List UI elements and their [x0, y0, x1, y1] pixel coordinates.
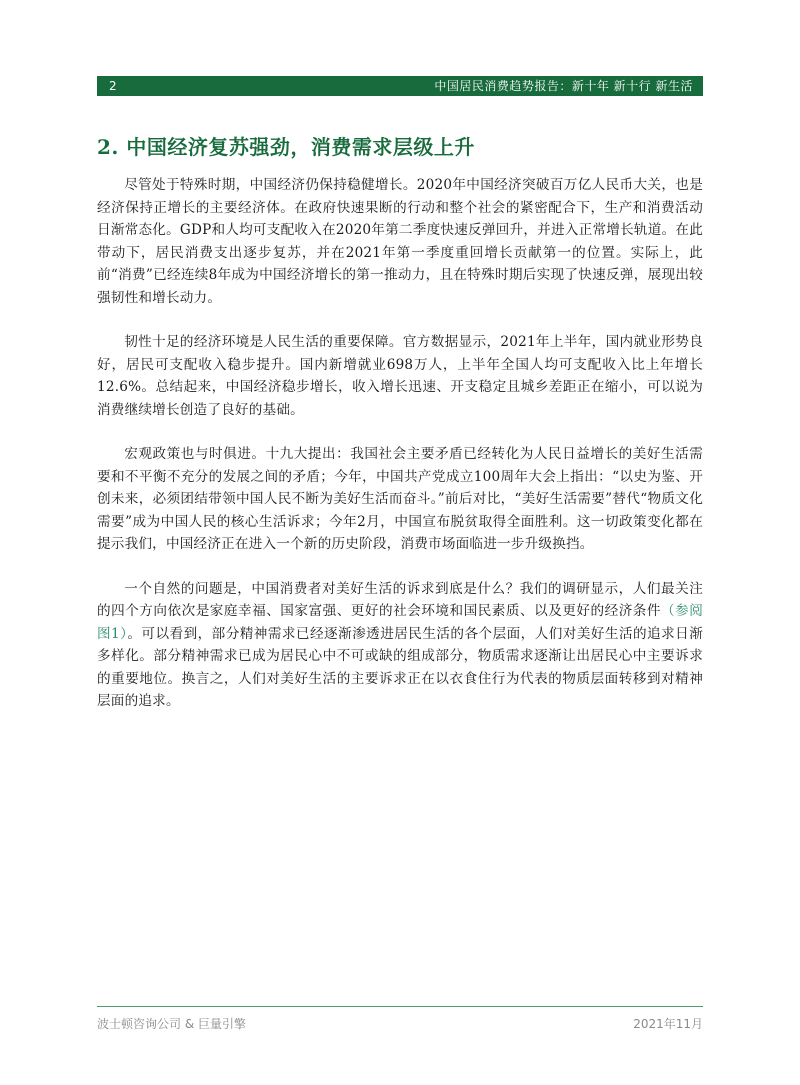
paragraph-2: 韧性十足的经济环境是人民生活的重要保障。官方数据显示，2021年上半年，国内就业形势良好，居民可支配收入稳步提升。国内新增就业698万人，上半年全国人均可支配收入比上年增长12.6%。总结起来，中国经济稳步增长，收入增长迅速、开支稳定且城乡差距正在缩小，可以说为消费继续增长创造了良好的基础。 [97, 334, 703, 418]
paragraph-4 [97, 578, 703, 713]
paragraph-3: 宏观政策也与时俱进。十九大提出：我国社会主要矛盾已经转化为人民日益增长的美好生活需要和不平衡不充分的发展之间的矛盾；今年，中国共产党成立100周年大会上指出：“以史为鉴、开创未来，必须团结带领中国人民不断为美好生活而奋斗。”前后对比，“美好生活需要”替代“物质文化需要”成为中国人民的核心生活诉求；今年2月，中国宣布脱贫取得全面胜利。这一切政策变化都在提示我们，中国经济正在进入一个新的历史阶段，消费市场面临进一步升级换挡。 [97, 446, 703, 552]
footer-divider [97, 1006, 703, 1007]
footer-date: 2021年11月 [633, 1017, 703, 1031]
paragraph-1: 尽管处于特殊时期，中国经济仍保持稳健增长。2020年中国经济突破百万亿人民币大关，也是经济保持正增长的主要经济体。在政府快速果断的行动和整个社会的紧密配合下，生产和消费活动日渐常态化。GDP和人均可支配收入在2020年第二季度快速反弹回升，并进入正常增长轨道。在此带动下，居民消费支出逐步复苏，并在2021年第一季度重回增长贡献第一的位置。实际上，此前“消费”已经连续8年成为中国经济增长的第一推动力，且在特殊时期后实现了快速反弹，展现出较强韧性和增长动力。 [97, 177, 703, 306]
report-title: 中国居民消费趋势报告：新十年 新十行 新生活 [434, 79, 693, 93]
paragraph-4-text-a: 一个自然的问题是，中国消费者对美好生活的诉求到底是什么？我们的调研显示，人们最关注的四个方向依次是家庭幸福、国家富强、更好的社会环境和国民素质、以及更好的经济条件 [97, 580, 703, 619]
body-text [97, 174, 703, 735]
page-number: 2 [109, 79, 117, 93]
section-title: 2. 中国经济复苏强劲，消费需求层级上升 [97, 135, 475, 159]
header-bar [97, 76, 703, 96]
paragraph-4-text-b: 。可以看到，部分精神需求已经逐渐渗透进居民生活的各个层面，人们对美好生活的追求日渐多样化。部分精神需求已成为居民心中不可或缺的组成部分，物质需求逐渐让出居民心中主要诉求的重要地位。换言之，人们对美好生活的主要诉求正在以衣食住行为代表的物质层面转移到对精神层面的追求。 [97, 625, 703, 709]
footer-publisher: 波士顿咨询公司 & 巨量引擎 [97, 1017, 246, 1031]
figure-reference-link[interactable]: （参阅图1） [97, 603, 703, 642]
